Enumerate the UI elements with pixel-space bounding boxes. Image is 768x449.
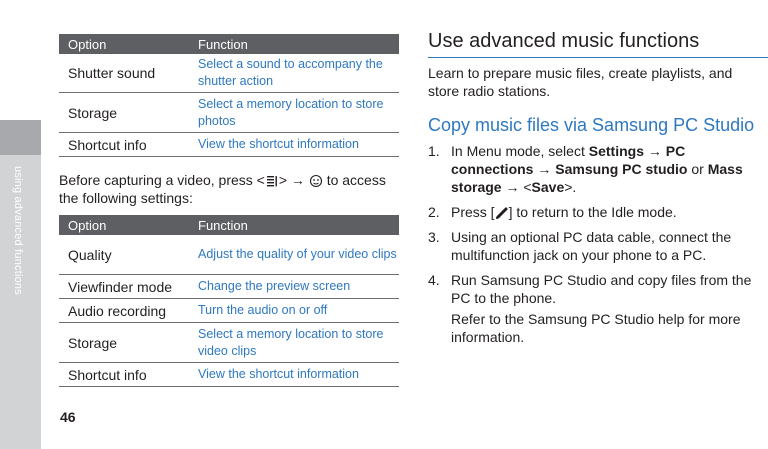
menu-pc-connections: PC connections [451, 143, 686, 177]
step-text-part: → [643, 143, 666, 159]
step-text [451, 271, 768, 346]
step-number: 2. [428, 204, 440, 220]
video-text-mid: > → [278, 172, 305, 188]
steps-list [428, 142, 768, 353]
table-header [59, 34, 399, 54]
step-number: 3. [428, 229, 440, 245]
list-item [428, 228, 768, 264]
option-name: Viewfinder mode [68, 278, 173, 295]
list-item [428, 203, 768, 221]
video-instructions [59, 171, 399, 207]
table-row [59, 363, 399, 387]
table-row [59, 275, 399, 299]
side-strip-mid [0, 120, 41, 155]
step-text-part: In Menu mode, select [451, 143, 589, 159]
step-text-part: ] to return to the Idle mode. [508, 204, 677, 220]
option-name: Shortcut info [68, 366, 147, 383]
page-number: 46 [60, 409, 76, 425]
step-number: 1. [428, 143, 440, 159]
option-name: Audio recording [68, 302, 167, 319]
menu-settings: Settings [588, 143, 644, 159]
section-title: Use advanced music functions [428, 30, 700, 52]
chapter-label: using advanced functions [12, 166, 24, 295]
step-text [451, 142, 768, 196]
video-text-after: to access the following settings: [59, 172, 386, 206]
option-name: Storage [68, 334, 118, 351]
options-table-camera [59, 34, 399, 157]
side-strip-top [0, 0, 41, 120]
header-function: Function [188, 215, 399, 235]
step-text-part: → < [501, 179, 532, 195]
option-function: View the shortcut information [198, 137, 359, 151]
table-row [59, 93, 399, 133]
section-divider [428, 57, 768, 58]
header-option: Option [68, 37, 107, 52]
option-function: Select a memory location to store photos [198, 96, 384, 128]
menu-samsung-pc-studio: Samsung PC studio [555, 161, 688, 177]
table-row [59, 235, 399, 275]
header-function: Function [188, 34, 399, 54]
table-row [59, 323, 399, 363]
option-function: Change the preview screen [198, 279, 351, 293]
step-note: Refer to the Samsung PC Studio help for more information. [451, 311, 741, 345]
camera-settings-icon [309, 174, 323, 188]
header-option: Option [68, 218, 107, 233]
end-call-icon [495, 206, 509, 220]
step-text [451, 203, 768, 221]
section-intro: Learn to prepare music files, create playlists, and store radio stations. [428, 65, 733, 99]
list-item [428, 142, 768, 196]
option-function: Select a sound to accompany the shutter action [198, 57, 383, 88]
menu-mass-storage: Mass storage [451, 161, 743, 195]
option-function: View the shortcut information [198, 367, 359, 381]
option-name: Quality [68, 246, 112, 263]
step-text-part: Run Samsung PC Studio and copy files from the PC to the phone. [451, 272, 752, 306]
table-row [59, 54, 399, 93]
step-text-part: or [687, 161, 708, 177]
table-header [59, 215, 399, 235]
menu-icon [265, 174, 279, 188]
video-text-before: Before capturing a video, press < [59, 172, 265, 188]
option-function: Adjust the quality of your video clips [198, 247, 397, 261]
option-function: Select a memory location to store video clips [198, 326, 384, 358]
side-band [0, 0, 41, 449]
option-function: Turn the audio on or off [198, 303, 328, 317]
step-text-part: >. [564, 179, 577, 195]
option-name: Shortcut info [68, 136, 147, 153]
list-item [428, 271, 768, 346]
step-text-part: Press [ [451, 204, 495, 220]
softkey-save: Save [531, 179, 565, 195]
step-number: 4. [428, 272, 440, 288]
option-name: Storage [68, 104, 118, 121]
step-text: Using an optional PC data cable, connect the multifunction jack on your phone to a PC. [451, 229, 732, 263]
options-table-video [59, 215, 399, 387]
step-text-part: → [533, 161, 556, 177]
table-row [59, 133, 399, 157]
subsection-title: Copy music files via Samsung PC Studio [428, 115, 755, 135]
table-row [59, 299, 399, 323]
option-name: Shutter sound [68, 65, 156, 81]
